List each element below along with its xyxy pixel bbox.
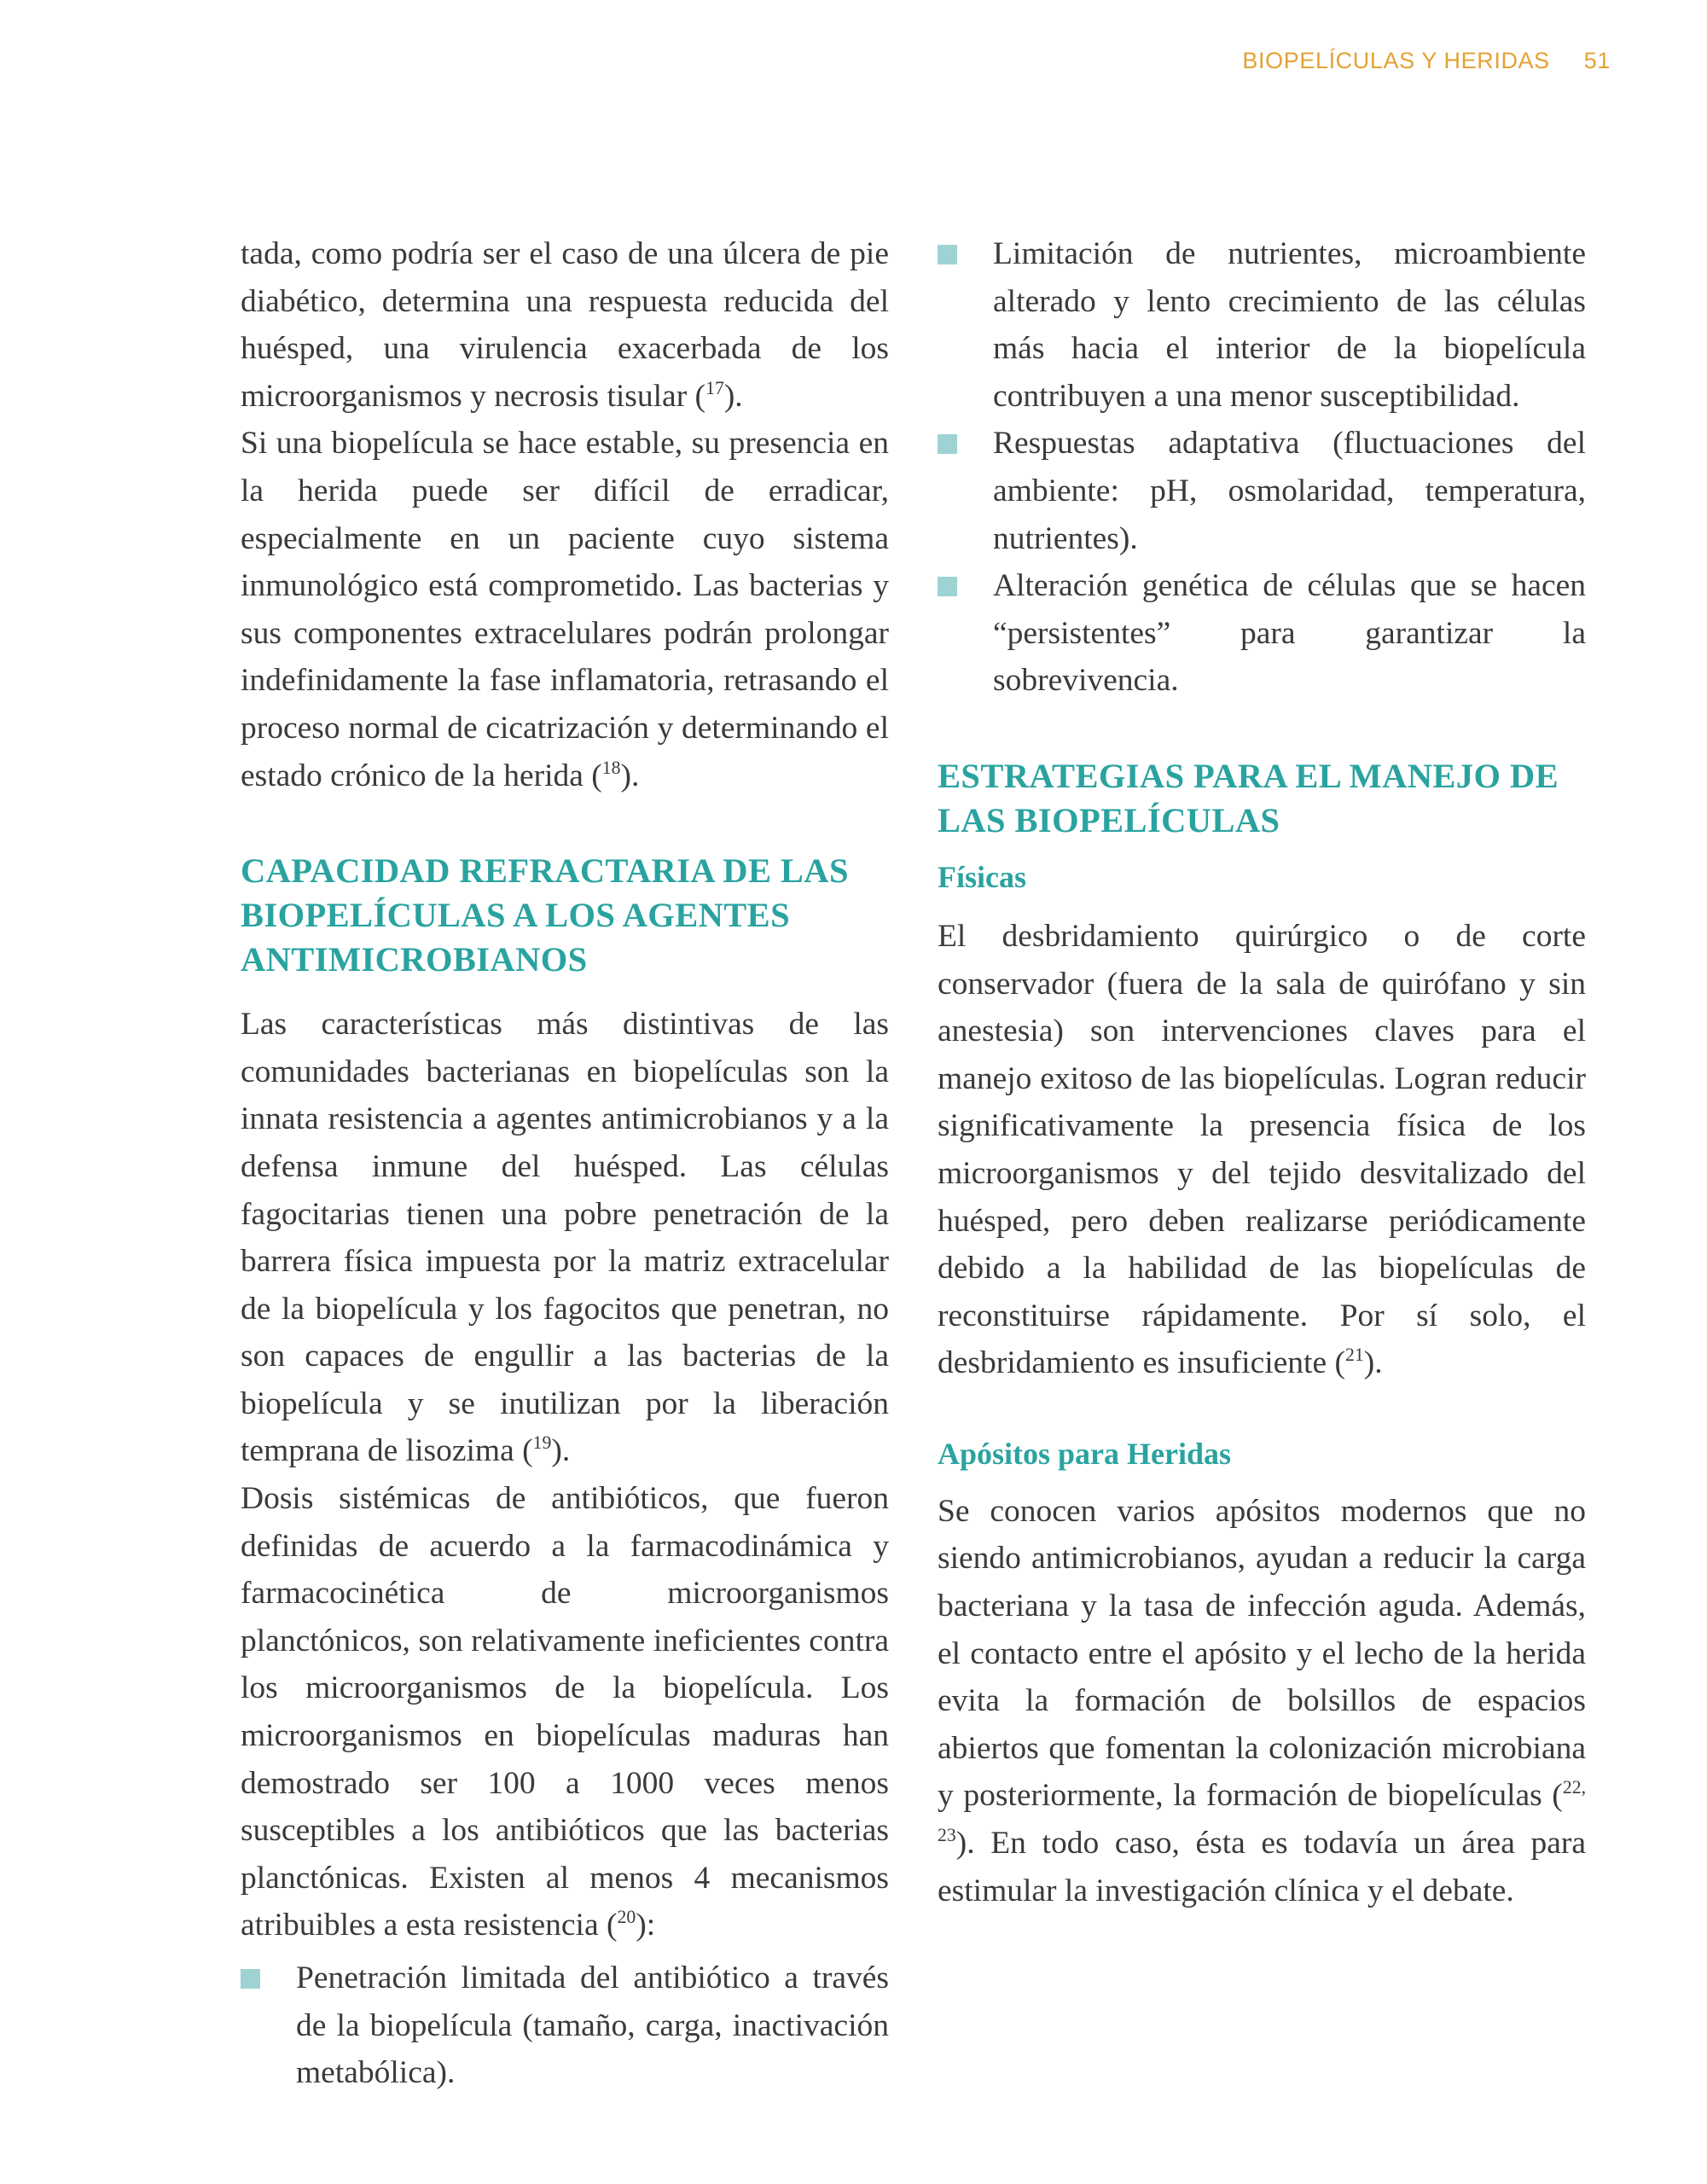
citation: 20 (617, 1907, 636, 1928)
section-heading-refractory: CAPACIDAD REFRACTARIA DE LAS BIOPELÍCULAS A LOS AGENTES ANTIMICROBIANOS (241, 851, 849, 979)
subheading-dressings: Apósitos para Heridas (938, 1436, 1232, 1471)
section-heading-strategies: ESTRATEGIAS PARA EL MANEJO DE LAS BIOPELÍCULAS (938, 756, 1559, 839)
paragraph-debridement: El desbridamiento quirúrgico o de corte conservador (fuera de la sala de quirófano y sin anestesia) son intervenciones claves para el manejo exitoso de las biopelículas. Logran reducir significativamente la presencia física de los microorganismos y del tejido desvitalizado del huésped, pero deben realizarse periódicamente debido a la habilidad de las biopelículas de reconstituirse rápidamente. Por sí solo, el desbridamiento es insuficiente ($^{21}$). (938, 918, 1586, 1381)
citation: 17 (705, 377, 724, 398)
square-bullet-icon (938, 577, 957, 596)
running-header-title: BIOPELÍCULAS Y HERIDAS (1242, 48, 1550, 73)
mechanism-list (241, 1955, 889, 2097)
right-column (938, 230, 1586, 1914)
square-bullet-icon (938, 434, 957, 454)
citation: 18 (601, 757, 621, 778)
paragraph-systemic-doses: Dosis sistémicas de antibióticos, que fueron definidas de acuerdo a la farmacodinámica y farmacocinética de microorganismos planctónicos, son relativamente ineficientes contra los microorganismos de la biopelícula. Los microorganismos en biopelículas maduras han demostrado ser 100 a 1000 veces menos susceptibles a los antibióticos que las bacterias planctónicas. Existen al menos 4 mecanismos atribuibles a esta resistencia ($^{20}$): (241, 1481, 889, 1943)
paragraph-characteristics: Las características más distintivas de las comunidades bacterianas en biopelículas son la innata resistencia a agentes antimicrobianos y a la defensa inmune del huésped. Las células fagocitarias tienen una pobre penetración de la barrera física impuesta por la matriz extracelular de la biopelícula y los fagocitos que penetran, no son capaces de engullir a las bacterias de la biopelícula y se inutilizan por la liberación temprana de lisozima ($^{19}$). (241, 1007, 889, 1469)
mechanism-list-continued (938, 230, 1586, 705)
square-bullet-icon (938, 245, 957, 264)
list-item: Respuestas adaptativa (fluctuaciones del ambiente: pH, osmolaridad, temperatura, nutrientes). (938, 420, 1586, 562)
left-column (241, 230, 889, 2097)
list-item: Penetración limitada del antibiótico a través de la biopelícula (tamaño, carga, inactivación metabólica). (241, 1955, 889, 2097)
paragraph-dressings: Se conocen varios apósitos modernos que no siendo antimicrobianos, ayudan a reducir la carga bacteriana y la tasa de infección aguda. Además, el contacto entre el apósito y el lecho de la herida evita la formación de bolsillos de espacios abiertos que fomentan la colonización microbiana y posteriormente, la formación de biopelículas ($^{22, 23}$). En todo caso, ésta es todavía un área para estimular la investigación clínica y el debate. (938, 1493, 1586, 1908)
running-header (0, 48, 1611, 74)
citation: 19 (532, 1432, 552, 1454)
citation: 21 (1344, 1345, 1364, 1366)
page-number: 51 (1583, 48, 1611, 73)
square-bullet-icon (241, 1969, 260, 1989)
subheading-physical: Físicas (938, 859, 1026, 894)
list-item: Limitación de nutrientes, microambiente alterado y lento crecimiento de las células más hacia el interior de la biopelícula contribuyen a una menor susceptibilidad. (938, 230, 1586, 420)
citation: 22, 23 (938, 1777, 1586, 1845)
list-item: Alteración genética de células que se hacen “persistentes” para garantizar la sobrevivencia. (938, 562, 1586, 705)
paragraph-intro: tada, como podría ser el caso de una úlcera de pie diabético, determina una respuesta reducida del huésped, una virulencia exacerbada de los microorganismos y necrosis tisular ($^{17}$). (241, 236, 889, 414)
paragraph-stable-biofilm: Si una biopelícula se hace estable, su presencia en la herida puede ser difícil de erradicar, especialmente en un paciente cuyo sistema inmunológico está comprometido. Las bacterias y sus componentes extracelulares podrán prolongar indefinidamente la fase inflamatoria, retrasando el proceso normal de cicatrización y determinando el estado crónico de la herida ($^{18}$). (241, 426, 889, 793)
